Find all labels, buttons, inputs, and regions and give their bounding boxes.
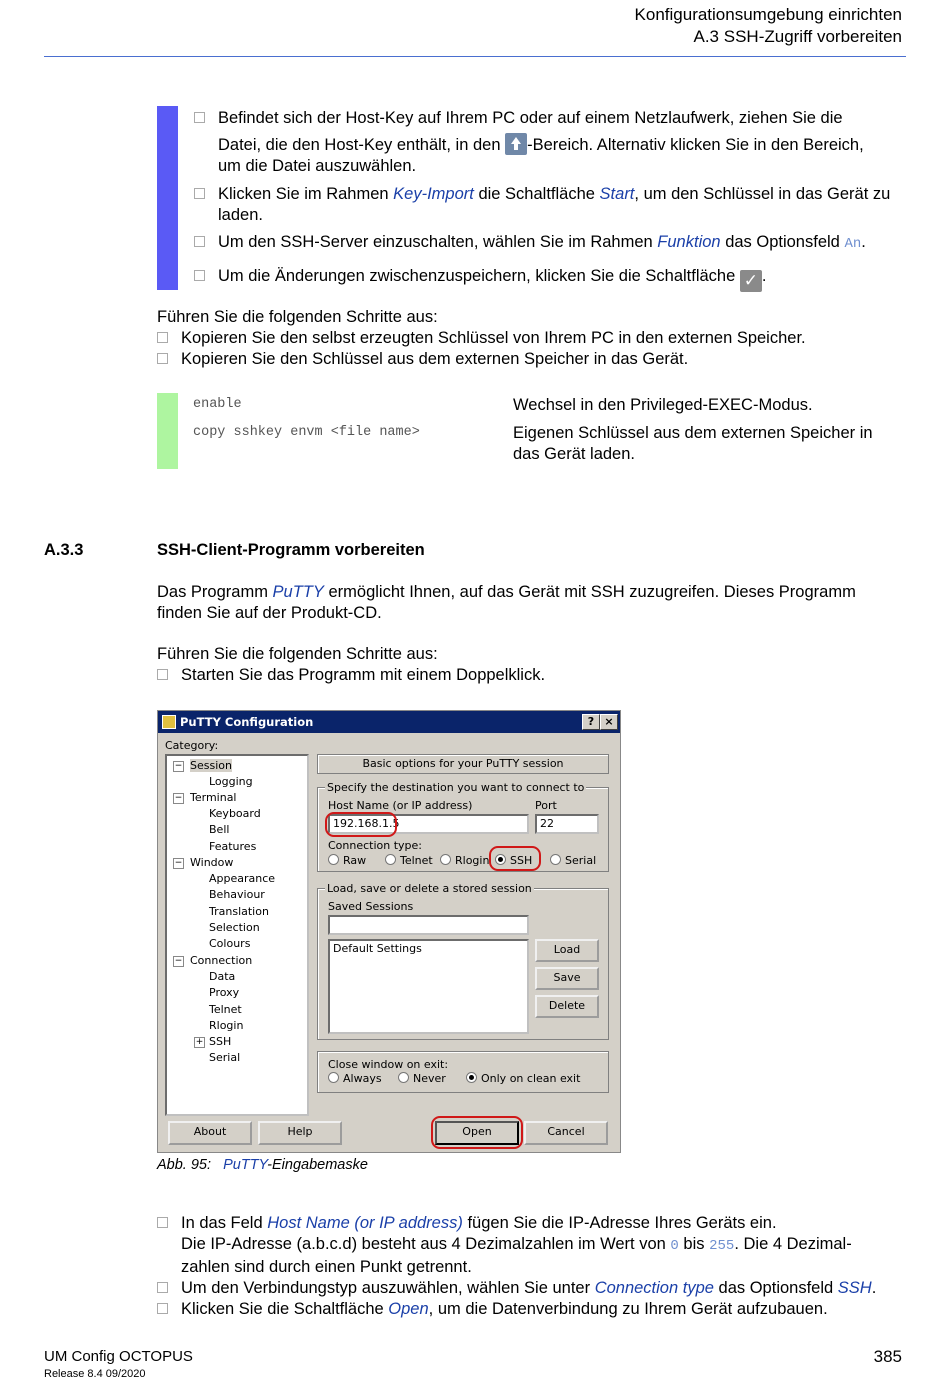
expand-icon[interactable]: +	[195, 1037, 204, 1047]
tree-item-selection[interactable]: Selection	[209, 921, 260, 934]
intro-text: Führen Sie die folgenden Schritte aus:	[157, 645, 438, 663]
value-255: 255	[709, 1238, 735, 1254]
step-text: Um den Verbindungstyp auszuwählen, wählen Sie unter	[181, 1279, 591, 1297]
step-text: zahlen sind durch einen Punkt getrennt.	[181, 1258, 472, 1276]
step-text: fügen Sie die IP-Adresse Ihres Geräts ein.	[467, 1214, 777, 1232]
step-text: -Bereich. Alternativ klicken Sie in den Bereich,	[527, 136, 864, 154]
step-text: die Schaltfläche	[478, 185, 595, 203]
tree-item-window[interactable]: Window	[190, 856, 234, 869]
para-text: ermöglicht Ihnen, auf das Gerät mit SSH zuzugreifen. Dieses Programm	[328, 583, 856, 601]
program-name: PuTTY	[272, 583, 324, 601]
cli-command: enable	[193, 397, 242, 412]
radio-serial[interactable]	[550, 854, 596, 867]
ui-ref-open: Open	[388, 1300, 429, 1318]
step-text: Kopieren Sie den selbst erzeugten Schlüssel von Ihrem PC in den externen Speicher.	[181, 329, 806, 347]
radio-icon	[328, 1072, 339, 1083]
saved-sessions-label: Saved Sessions	[328, 900, 414, 913]
highlight-ring	[489, 846, 541, 871]
load-button[interactable]: Load	[535, 939, 599, 962]
checkbox-icon	[157, 1282, 168, 1293]
help-icon[interactable]: ?	[582, 714, 600, 730]
caption-number: Abb. 95:	[157, 1157, 212, 1173]
footer-manual: UM Config OCTOPUS	[44, 1348, 193, 1365]
step-text: Befindet sich der Host-Key auf Ihrem PC oder auf einem Netzlaufwerk, ziehen Sie die	[218, 109, 843, 127]
tree-item-connection[interactable]: Connection	[190, 954, 253, 967]
connection-type-label: Connection type:	[328, 839, 423, 852]
checkbox-icon	[194, 188, 205, 199]
category-tree[interactable]	[165, 754, 309, 1116]
cli-description-line: Eigenen Schlüssel aus dem externen Speicher in	[513, 424, 873, 442]
saved-session-input[interactable]	[328, 915, 529, 935]
list-item[interactable]: Default Settings	[333, 942, 422, 955]
radio-icon	[550, 854, 561, 865]
step-text: .	[871, 1279, 877, 1297]
putty-window	[157, 710, 621, 1153]
radio-label: Raw	[343, 854, 367, 867]
caption-program: PuTTY	[223, 1157, 268, 1173]
close-icon[interactable]: ×	[600, 714, 618, 730]
tree-item-session[interactable]: Session	[190, 759, 232, 772]
intro-text: Führen Sie die folgenden Schritte aus:	[157, 308, 438, 326]
tree-item-keyboard[interactable]: Keyboard	[209, 807, 261, 820]
checkbox-icon	[157, 669, 168, 680]
cancel-button[interactable]: Cancel	[524, 1121, 608, 1145]
header-rule	[44, 56, 906, 57]
putty-titlebar	[158, 711, 620, 733]
help-button[interactable]: Help	[258, 1121, 342, 1145]
panel-banner: Basic options for your PuTTY session	[317, 754, 609, 774]
step-block-marker	[157, 106, 178, 290]
saved-sessions-list[interactable]	[328, 939, 529, 1034]
step-text: Datei, die den Host-Key enthält, in den	[218, 136, 501, 154]
close-window-label: Close window on exit:	[328, 1058, 449, 1071]
checkbox-icon	[157, 1217, 168, 1228]
radio-label: Serial	[565, 854, 597, 867]
radio-label: Rlogin	[455, 854, 490, 867]
open-button[interactable]: Open	[435, 1121, 519, 1145]
step-text: , um die Datenverbindung zu Ihrem Gerät aufzubauen.	[428, 1300, 828, 1318]
ui-ref-funktion: Funktion	[657, 233, 721, 251]
radio-label: SSH	[510, 854, 533, 867]
radio-only-on-clean-exit[interactable]	[466, 1072, 580, 1085]
step-text: In das Feld	[181, 1214, 263, 1232]
collapse-icon[interactable]: −	[174, 761, 183, 771]
putty-title: PuTTY Configuration	[180, 715, 314, 729]
step-item	[157, 1213, 902, 1278]
cli-description-line: das Gerät laden.	[513, 445, 635, 463]
step-item	[157, 1299, 902, 1320]
step-text: das Optionsfeld	[725, 233, 840, 251]
section-number: A.3.3	[44, 541, 84, 559]
sessions-group-label: Load, save or delete a stored session	[327, 882, 532, 895]
step-text: .	[861, 233, 866, 251]
step-text: Um den SSH-Server einzuschalten, wählen Sie im Rahmen	[218, 233, 653, 251]
ui-ref-host-name: Host Name (or IP address)	[267, 1214, 463, 1232]
port-input[interactable]: 22	[535, 814, 599, 834]
step-text: laden.	[218, 206, 263, 224]
step-text: Klicken Sie die Schaltfläche	[181, 1300, 384, 1318]
radio-rlogin[interactable]	[440, 854, 489, 867]
save-button[interactable]: Save	[535, 967, 599, 990]
radio-telnet[interactable]	[385, 854, 433, 867]
tree-item-translation[interactable]: Translation	[209, 905, 269, 918]
cli-description	[513, 423, 873, 465]
step-text: Die IP-Adresse (a.b.c.d) besteht aus 4 Dezimalzahlen im Wert von	[181, 1235, 666, 1253]
checkbox-icon	[157, 1303, 168, 1314]
tree-item-behaviour[interactable]: Behaviour	[209, 888, 265, 901]
category-label: Category:	[165, 739, 219, 752]
step-text: um die Datei auszuwählen.	[218, 157, 417, 175]
checkbox-icon	[194, 112, 205, 123]
tree-item-logging[interactable]: Logging	[209, 775, 253, 788]
destination-group-label: Specify the destination you want to connect to	[327, 781, 585, 794]
ui-ref-start: Start	[599, 185, 635, 203]
para-text: Das Programm	[157, 583, 268, 601]
checkbox-icon	[157, 332, 168, 343]
tree-item-features[interactable]: Features	[209, 840, 257, 853]
tree-item-data[interactable]: Data	[209, 970, 236, 983]
tree-item-bell[interactable]: Bell	[209, 823, 230, 836]
host-input[interactable]: 192.168.1.5	[328, 814, 529, 834]
cli-block-marker	[157, 393, 178, 469]
collapse-icon[interactable]: −	[174, 956, 183, 966]
radio-label: Telnet	[400, 854, 433, 867]
collapse-icon[interactable]: −	[174, 793, 183, 803]
delete-button[interactable]: Delete	[535, 995, 599, 1018]
step-text: bis	[683, 1235, 705, 1253]
radio-label: Never	[413, 1072, 446, 1085]
footer-release: Release 8.4 09/2020	[44, 1368, 146, 1380]
ui-ref-ssh: SSH	[837, 1279, 872, 1297]
tree-item-proxy[interactable]: Proxy	[209, 986, 240, 999]
putty-app-icon	[162, 715, 176, 729]
para-text: finden Sie auf der Produkt-CD.	[157, 604, 382, 622]
radio-icon	[328, 854, 339, 865]
upload-icon	[505, 133, 527, 155]
checkbox-icon	[194, 270, 205, 281]
tree-item-serial[interactable]: Serial	[209, 1051, 241, 1064]
tree-item-appearance[interactable]: Appearance	[209, 872, 276, 885]
radio-selected-icon	[466, 1072, 477, 1083]
step-text: .	[761, 267, 767, 285]
ui-ref-key-import: Key-Import	[393, 185, 474, 203]
step-text: , um den Schlüssel in das Gerät zu	[634, 185, 891, 203]
host-label: Host Name (or IP address)	[328, 799, 473, 812]
radio-icon	[398, 1072, 409, 1083]
ui-ref-connection-type: Connection type	[594, 1279, 714, 1297]
radio-icon	[440, 854, 451, 865]
cli-command: copy sshkey envm <file name>	[193, 425, 420, 440]
tree-item-telnet[interactable]: Telnet	[209, 1003, 242, 1016]
section-title: SSH-Client-Programm vorbereiten	[157, 541, 425, 559]
radio-always[interactable]	[328, 1072, 382, 1085]
step-item	[157, 1278, 902, 1299]
about-button[interactable]: About	[168, 1121, 252, 1145]
radio-never[interactable]	[398, 1072, 446, 1085]
radio-label: Always	[343, 1072, 382, 1085]
highlight-ring	[325, 812, 397, 837]
header-section: A.3 SSH-Zugriff vorbereiten	[693, 27, 902, 46]
radio-icon	[385, 854, 396, 865]
header-chapter: Konfigurationsumgebung einrichten	[634, 5, 902, 24]
radio-raw[interactable]	[328, 854, 366, 867]
radio-label: Only on clean exit	[481, 1072, 581, 1085]
page-number: 385	[873, 1347, 902, 1366]
caption-text: -Eingabemaske	[267, 1157, 368, 1173]
figure-caption	[157, 1157, 368, 1173]
step-text: Um die Änderungen zwischenzuspeichern, klicken Sie die Schaltfläche	[218, 267, 736, 285]
cli-description: Wechsel in den Privileged-EXEC-Modus.	[513, 396, 813, 414]
checkmark-icon: ✓	[740, 270, 762, 292]
step-text: Starten Sie das Programm mit einem Doppelklick.	[181, 666, 546, 684]
running-header	[635, 4, 902, 48]
value-0: 0	[670, 1238, 679, 1254]
port-label: Port	[535, 799, 557, 812]
tree-item-ssh[interactable]: SSH	[209, 1035, 232, 1048]
option-value-an: An	[844, 236, 862, 252]
tree-item-terminal[interactable]: Terminal	[190, 791, 237, 804]
tree-item-colours[interactable]: Colours	[209, 937, 251, 950]
final-steps	[157, 1213, 902, 1320]
step-text: Kopieren Sie den Schlüssel aus dem externen Speicher in das Gerät.	[181, 350, 689, 368]
step-text: Klicken Sie im Rahmen	[218, 185, 389, 203]
paragraph	[157, 582, 902, 624]
highlight-ring	[431, 1116, 523, 1149]
step-text: das Optionsfeld	[718, 1279, 834, 1297]
checkbox-icon	[157, 353, 168, 364]
tree-item-rlogin[interactable]: Rlogin	[209, 1019, 244, 1032]
collapse-icon[interactable]: −	[174, 858, 183, 868]
step-text: . Die 4 Dezimal-	[734, 1235, 852, 1253]
checkbox-icon	[194, 236, 205, 247]
